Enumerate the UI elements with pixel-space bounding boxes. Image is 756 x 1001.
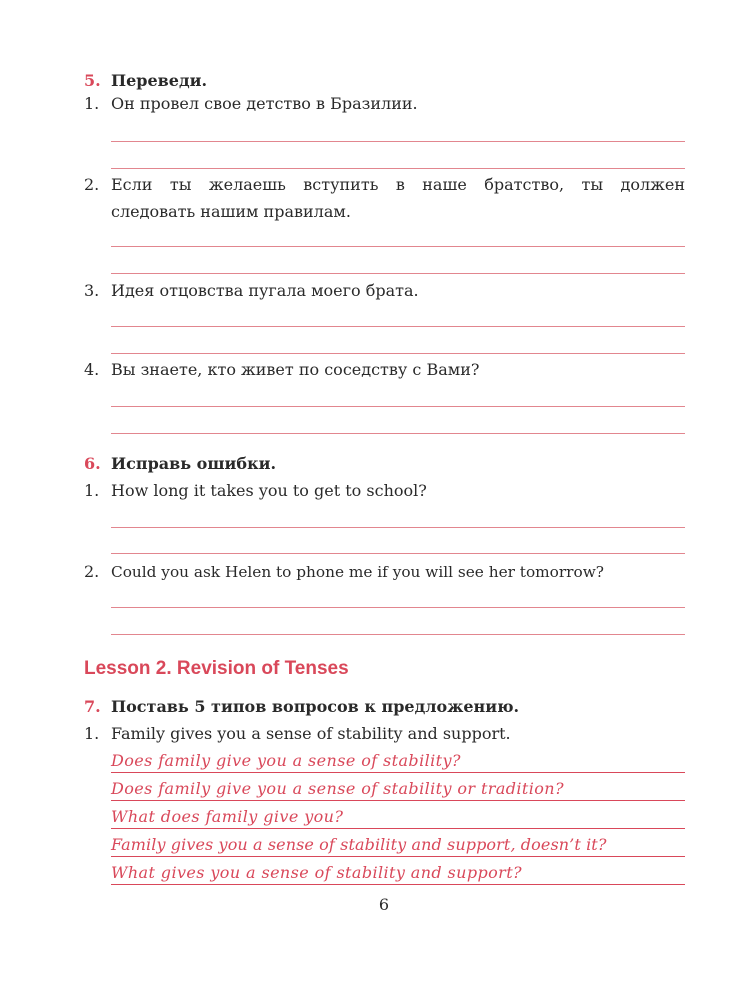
item-text: Family gives you a sense of stability and support.	[111, 724, 511, 743]
answer-line[interactable]: What does family give you?	[111, 806, 685, 829]
page-number: 6	[378, 895, 390, 914]
exercise-number: 6.	[84, 454, 101, 473]
item-number: 1.	[84, 724, 100, 743]
answer-line[interactable]	[111, 553, 685, 554]
answer-line[interactable]: Does family give you a sense of stability or tradition?	[111, 778, 685, 801]
answer-line[interactable]: Does family give you a sense of stability?	[111, 750, 685, 773]
answer-line[interactable]	[111, 353, 685, 354]
item-number: 2.	[84, 562, 100, 581]
answer-line[interactable]	[111, 141, 685, 142]
exercise-number: 5.	[84, 71, 101, 90]
item-text: Could you ask Helen to phone me if you will see her tomorrow?	[111, 563, 605, 581]
item-text: Вы знаете, кто живет по соседству с Вами?	[111, 360, 480, 379]
answer-line[interactable]	[111, 607, 685, 608]
item-number: 2.	[84, 175, 100, 194]
answer-line[interactable]	[111, 406, 685, 407]
answer-line[interactable]	[111, 326, 685, 327]
answer-line[interactable]	[111, 246, 685, 247]
item-text: Идея отцовства пугала моего брата.	[111, 281, 419, 300]
answer-line[interactable]	[111, 168, 685, 169]
answer-line[interactable]	[111, 527, 685, 528]
exercise-title: Поставь 5 типов вопросов к предложению.	[111, 697, 520, 716]
answer-line[interactable]	[111, 634, 685, 635]
answer-line[interactable]	[111, 273, 685, 274]
exercise-title: Исправь ошибки.	[111, 454, 277, 473]
item-number: 1.	[84, 94, 100, 113]
item-text: Он провел свое детство в Бразилии.	[111, 94, 418, 113]
item-number: 3.	[84, 281, 100, 300]
item-text: следовать нашим правилам.	[111, 202, 351, 221]
item-text: How long it takes you to get to school?	[111, 481, 427, 500]
item-text: Если ты желаешь вступить в наше братство, ты должен	[111, 175, 685, 194]
answer-line[interactable]	[111, 433, 685, 434]
exercise-title: Переведи.	[111, 71, 208, 90]
answer-line[interactable]: What gives you a sense of stability and support?	[111, 862, 685, 885]
item-number: 4.	[84, 360, 100, 379]
item-number: 1.	[84, 481, 100, 500]
answer-line[interactable]: Family gives you a sense of stability and support, doesn’t it?	[111, 834, 685, 857]
lesson-heading: Lesson 2. Revision of Tenses	[84, 658, 349, 679]
exercise-number: 7.	[84, 697, 101, 716]
